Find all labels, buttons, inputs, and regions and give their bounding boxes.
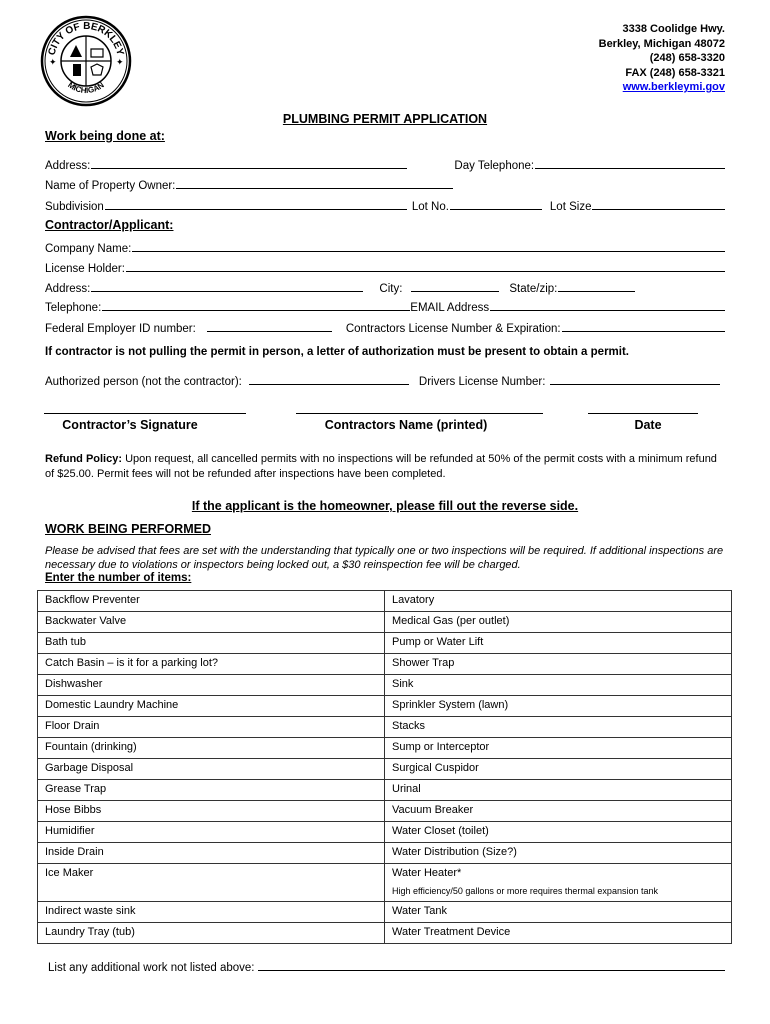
additional-work-row (48, 958, 725, 974)
item-cell-right[interactable] (385, 923, 732, 944)
item-label: Bath tub (45, 636, 86, 648)
table-row (38, 654, 732, 675)
item-cell-right[interactable] (385, 633, 732, 654)
item-label: Fountain (drinking) (45, 741, 137, 753)
item-label: Stacks (392, 720, 426, 732)
item-cell-left[interactable] (38, 717, 385, 738)
telephone-label: Telephone: (45, 302, 102, 314)
item-label: Indirect waste sink (45, 905, 136, 917)
item-cell-left[interactable] (38, 759, 385, 780)
table-row (38, 675, 732, 696)
table-row (38, 759, 732, 780)
table-row (38, 822, 732, 843)
city-field[interactable] (411, 290, 499, 292)
drivers-license-label: Drivers License Number: (418, 376, 546, 388)
table-row (38, 843, 732, 864)
additional-work-label: List any additional work not listed above: (48, 962, 255, 974)
homeowner-notice: If the applicant is the homeowner, please fill out the reverse side. (191, 499, 579, 513)
item-cell-right[interactable] (385, 759, 732, 780)
item-label: Pump or Water Lift (392, 636, 484, 648)
owner-field[interactable] (176, 187, 453, 189)
item-cell-left[interactable] (38, 612, 385, 633)
table-row (38, 696, 732, 717)
item-label: Inside Drain (45, 846, 104, 858)
item-cell-right[interactable] (385, 780, 732, 801)
item-cell-left[interactable] (38, 801, 385, 822)
license-number-label: Contractors License Number & Expiration: (345, 323, 561, 335)
table-row (38, 591, 732, 612)
day-telephone-label: Day Telephone: (454, 160, 535, 172)
item-cell-left[interactable] (38, 591, 385, 612)
lot-no-field[interactable] (450, 208, 542, 210)
item-label: Medical Gas (per outlet) (392, 615, 510, 627)
company-row (45, 239, 725, 255)
item-label: Backwater Valve (45, 615, 127, 627)
svg-text:MICHIGAN: MICHIGAN (66, 80, 106, 96)
address-line1: 3338 Coolidge Hwy. (622, 23, 725, 35)
table-row (38, 717, 732, 738)
item-cell-left[interactable] (38, 923, 385, 944)
authorization-notice: If contractor is not pulling the permit in person, a letter of authorization must be present to obtain a permit. (45, 346, 629, 358)
item-cell-left[interactable] (38, 822, 385, 843)
contractor-address-label: Address: (45, 283, 91, 295)
license-holder-field[interactable] (126, 270, 725, 272)
lot-size-label: Lot Size (549, 201, 592, 213)
table-row (38, 738, 732, 759)
address-field[interactable] (91, 167, 407, 169)
item-cell-left[interactable] (38, 780, 385, 801)
city-contact-block (599, 22, 725, 95)
item-label: Lavatory (392, 594, 435, 606)
item-cell-left[interactable] (38, 902, 385, 923)
item-cell-right[interactable] (385, 675, 732, 696)
item-label: Laundry Tray (tub) (45, 926, 135, 938)
lot-size-field[interactable] (592, 208, 725, 210)
item-cell-right[interactable] (385, 696, 732, 717)
date-line[interactable] (588, 412, 698, 414)
contractor-heading: Contractor/Applicant: (45, 218, 174, 232)
authorized-person-label: Authorized person (not the contractor): (45, 376, 242, 388)
phone-number: (248) 658-3320 (649, 52, 725, 64)
work-items-table (37, 590, 732, 944)
license-holder-label: License Holder: (45, 263, 125, 275)
item-label: Sump or Interceptor (392, 741, 490, 753)
item-label: Dishwasher (45, 678, 103, 690)
subdivision-row (45, 197, 725, 213)
item-cell-left[interactable] (38, 738, 385, 759)
item-cell-right[interactable] (385, 822, 732, 843)
work-address-row (45, 156, 725, 172)
additional-work-field[interactable] (258, 969, 725, 971)
item-label: Urinal (392, 783, 421, 795)
address-line2: Berkley, Michigan 48072 (598, 37, 725, 50)
owner-row (45, 176, 453, 192)
subdivision-field[interactable] (105, 208, 407, 210)
address-label: Address: (45, 160, 91, 172)
table-row (38, 612, 732, 633)
item-label: Shower Trap (392, 657, 455, 669)
item-label: Water Heater* (392, 867, 462, 879)
fax-number: FAX (248) 658-3321 (625, 66, 725, 79)
authorized-person-row (45, 372, 720, 388)
item-cell-right[interactable] (385, 591, 732, 612)
subdivision-label: Subdivision (45, 201, 104, 213)
refund-policy-label: Refund Policy: (45, 453, 123, 465)
city-seal-logo (40, 15, 132, 107)
refund-policy (45, 452, 720, 481)
state-zip-field[interactable] (558, 290, 635, 292)
contractor-address-row (45, 279, 635, 295)
item-cell-right[interactable] (385, 717, 732, 738)
item-label: Garbage Disposal (45, 762, 134, 774)
email-field[interactable] (490, 309, 725, 311)
item-cell-left[interactable] (38, 633, 385, 654)
item-label: Water Distribution (Size?) (392, 846, 517, 858)
enter-items-label: Enter the number of items: (45, 572, 192, 584)
email-label: EMAIL Address (410, 302, 490, 314)
company-field[interactable] (132, 250, 725, 252)
item-cell-right[interactable] (385, 902, 732, 923)
lot-no-label: Lot No. (411, 201, 449, 213)
item-cell-right[interactable] (385, 612, 732, 633)
telephone-row (45, 298, 725, 314)
item-label: Hose Bibbs (45, 804, 102, 816)
contractor-name-line[interactable] (296, 412, 543, 414)
date-label: Date (634, 418, 662, 432)
item-label: Backflow Preventer (45, 594, 140, 606)
fein-row (45, 319, 725, 335)
contractor-address-field[interactable] (91, 290, 363, 292)
item-cell-right[interactable] (385, 864, 732, 902)
item-cell-left[interactable] (38, 864, 385, 902)
work-performed-heading: WORK BEING PERFORMED (45, 522, 211, 536)
item-label: Surgical Cuspidor (392, 762, 479, 774)
item-label: Sprinkler System (lawn) (392, 699, 509, 711)
day-telephone-field[interactable] (535, 167, 725, 169)
item-label: Catch Basin – is it for a parking lot? (45, 657, 219, 669)
contractor-signature-line[interactable] (44, 412, 246, 414)
company-label: Company Name: (45, 243, 132, 255)
item-cell-right[interactable] (385, 738, 732, 759)
state-zip-label: State/zip: (509, 283, 558, 295)
contractor-name-label: Contractors Name (printed) (324, 418, 488, 432)
page-title: PLUMBING PERMIT APPLICATION (282, 112, 488, 126)
drivers-license-field[interactable] (550, 383, 720, 385)
item-label: Vacuum Breaker (392, 804, 474, 816)
item-cell-right[interactable] (385, 654, 732, 675)
authorized-person-field[interactable] (249, 383, 409, 385)
table-row (38, 780, 732, 801)
owner-label: Name of Property Owner: (45, 180, 176, 192)
item-label: Grease Trap (45, 783, 107, 795)
item-label: Water Treatment Device (392, 926, 511, 938)
website-link[interactable]: www.berkleymi.gov (622, 81, 725, 93)
svg-text:✦: ✦ (49, 58, 57, 68)
table-row (38, 864, 732, 902)
license-holder-row (45, 259, 725, 275)
license-number-field[interactable] (562, 330, 725, 332)
table-row (38, 801, 732, 822)
item-label: Water Tank (392, 905, 448, 917)
table-row (38, 902, 732, 923)
item-label: Humidifier (45, 825, 95, 837)
svg-text:✦: ✦ (116, 58, 124, 68)
item-label: Ice Maker (45, 867, 94, 879)
item-cell-left[interactable] (38, 843, 385, 864)
item-cell-left[interactable] (38, 696, 385, 717)
city-label: City: (379, 283, 403, 295)
table-row (38, 923, 732, 944)
item-cell-right[interactable] (385, 801, 732, 822)
item-label: Floor Drain (45, 720, 100, 732)
item-label: Domestic Laundry Machine (45, 699, 179, 711)
contractor-signature-label: Contractor’s Signature (62, 418, 198, 432)
fee-notice: Please be advised that fees are set with the understanding that typically one or two inspections will be required. If additional inspections are necessary due to violations or inspectors being locked out, a $30 reinspection fee will be charged. (45, 545, 724, 571)
item-cell-left[interactable] (38, 675, 385, 696)
svg-text:CITY OF BERKLEY: CITY OF BERKLEY (46, 20, 126, 57)
refund-policy-text: Upon request, all cancelled permits with no inspections will be refunded at 50% of the permit costs with a minimum refund of $25.00. Permit fees will not be refunded after inspections have been completed. (45, 453, 717, 480)
work-location-heading: Work being done at: (45, 129, 165, 143)
fein-label: Federal Employer ID number: (45, 323, 196, 335)
item-note: High efficiency/50 gallons or more requires thermal expansion tank (392, 886, 658, 896)
item-cell-right[interactable] (385, 843, 732, 864)
fein-field[interactable] (207, 330, 332, 332)
telephone-field[interactable] (102, 309, 410, 311)
item-cell-left[interactable] (38, 654, 385, 675)
table-row (38, 633, 732, 654)
item-label: Sink (392, 678, 414, 690)
item-label: Water Closet (toilet) (392, 825, 489, 837)
